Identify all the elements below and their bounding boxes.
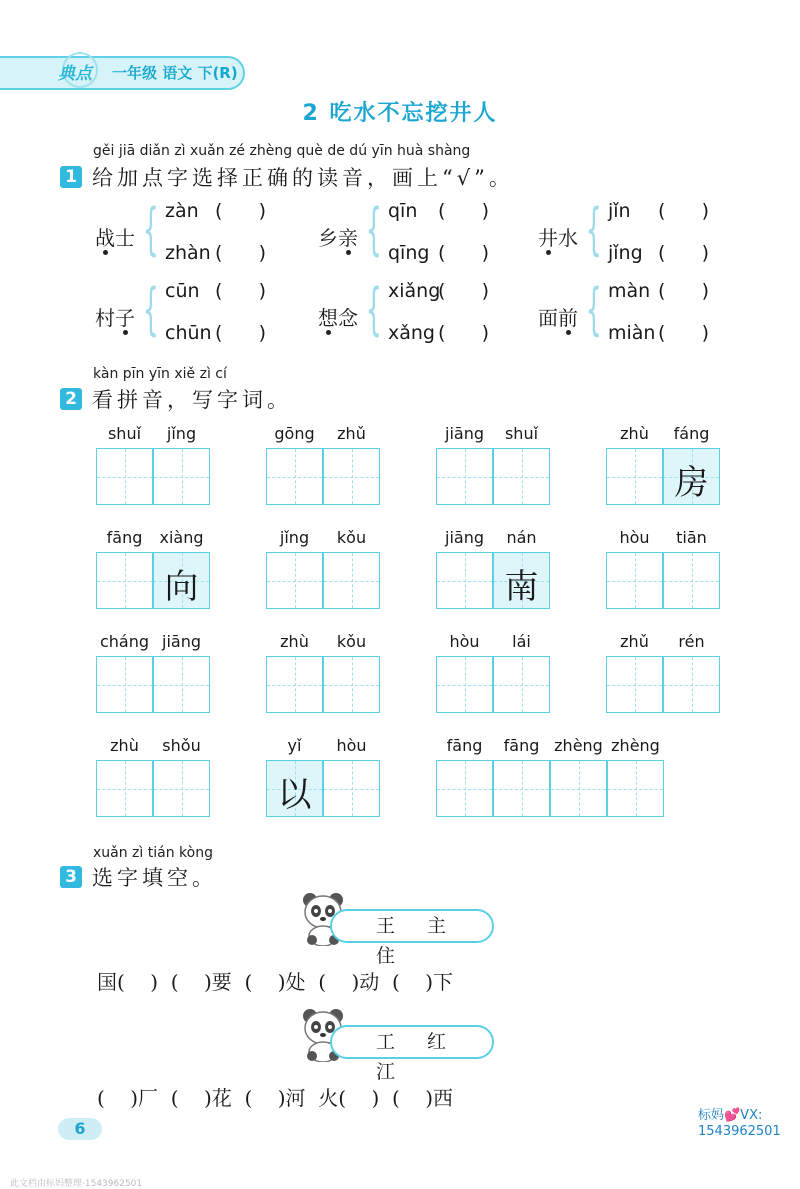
- cell-pinyin: hòu: [336, 736, 367, 755]
- writing-cell[interactable]: [663, 448, 720, 505]
- writing-cell[interactable]: [606, 448, 663, 505]
- pinyin-option: màn: [608, 280, 651, 302]
- char-options-group2: 工红江: [330, 1025, 494, 1059]
- page-number: 6: [58, 1118, 102, 1140]
- cell-pinyin: shǒu: [162, 736, 201, 755]
- cell-pinyin: gōng: [274, 424, 315, 443]
- writing-cell[interactable]: [266, 448, 323, 505]
- word-3: 村子: [95, 306, 135, 330]
- cell-pinyin: shuǐ: [504, 424, 539, 443]
- writing-cell[interactable]: [550, 760, 607, 817]
- writing-cell[interactable]: [266, 760, 323, 817]
- answer-blank[interactable]: ( ): [215, 242, 267, 264]
- writing-cell[interactable]: [606, 656, 663, 713]
- brace-icon: {: [585, 197, 602, 262]
- pinyin-option: xiǎng: [388, 280, 441, 302]
- answer-blank[interactable]: ( ): [438, 280, 490, 302]
- writing-cell[interactable]: [96, 760, 153, 817]
- cell-pinyin: yǐ: [287, 736, 302, 755]
- emphasis-dot: [566, 330, 571, 335]
- answer-blank[interactable]: ( ): [438, 242, 490, 264]
- section1-number: 1: [60, 166, 82, 188]
- pinyin-option: qīn: [388, 200, 418, 222]
- cell-char: 南: [504, 567, 539, 607]
- cell-pinyin: jiāng: [445, 528, 484, 547]
- writing-cell[interactable]: [323, 760, 380, 817]
- cell-pinyin: hòu: [619, 528, 650, 547]
- brace-icon: {: [585, 277, 602, 342]
- watermark-line1: 标妈💕VX:: [698, 1108, 763, 1123]
- answer-blank[interactable]: ( ): [658, 280, 710, 302]
- cell-pinyin: zhǔ: [620, 632, 649, 651]
- answer-blank[interactable]: ( ): [658, 322, 710, 344]
- brace-icon: {: [142, 277, 159, 342]
- char-options-group1: 王主住: [330, 909, 494, 943]
- cell-pinyin: jiāng: [162, 632, 201, 651]
- fill-line-group1: 国( ) ( )要 ( )处 ( )动 ( )下: [97, 970, 454, 994]
- watermark: [698, 1108, 781, 1140]
- emphasis-dot: [346, 250, 351, 255]
- answer-blank[interactable]: ( ): [438, 322, 490, 344]
- writing-cell[interactable]: [153, 656, 210, 713]
- cell-char: 向: [164, 567, 199, 607]
- section3-instruction: 选字填空。: [92, 866, 217, 890]
- watermark-line2: 1543962501: [698, 1124, 781, 1139]
- cell-pinyin: jǐng: [166, 424, 197, 443]
- cell-pinyin: xiàng: [159, 528, 204, 547]
- writing-cell[interactable]: [663, 552, 720, 609]
- pinyin-option: xǎng: [388, 322, 435, 344]
- section2-number: 2: [60, 388, 82, 410]
- emphasis-dot: [546, 250, 551, 255]
- cell-pinyin: fāng: [106, 528, 143, 547]
- answer-blank[interactable]: ( ): [215, 200, 267, 222]
- cell-pinyin: zhǔ: [337, 424, 366, 443]
- course-label: 一年级 语文 下(R): [112, 64, 238, 82]
- writing-cell[interactable]: [96, 448, 153, 505]
- section1-pinyin: gěi jiā diǎn zì xuǎn zé zhèng què de dú yīn huà shàng: [93, 143, 471, 159]
- writing-cell[interactable]: [493, 656, 550, 713]
- cell-pinyin: kǒu: [336, 528, 367, 547]
- writing-cell[interactable]: [153, 552, 210, 609]
- writing-cell[interactable]: [663, 656, 720, 713]
- brace-icon: {: [142, 197, 159, 262]
- brace-icon: {: [365, 197, 382, 262]
- writing-cell[interactable]: [96, 552, 153, 609]
- pinyin-option: jǐn: [608, 200, 631, 222]
- writing-cell[interactable]: [493, 760, 550, 817]
- cell-pinyin: lái: [512, 632, 531, 651]
- writing-cell[interactable]: [266, 552, 323, 609]
- brace-icon: {: [365, 277, 382, 342]
- answer-blank[interactable]: ( ): [658, 200, 710, 222]
- footer-note: 此文档由标妈整理·1543962501: [10, 1179, 143, 1189]
- writing-cell[interactable]: [493, 552, 550, 609]
- pinyin-option: cūn: [165, 280, 200, 302]
- cell-pinyin: zhèng: [554, 736, 603, 755]
- cell-char: 以: [277, 775, 312, 815]
- cell-pinyin: zhù: [110, 736, 139, 755]
- section3-pinyin: xuǎn zì tián kòng: [93, 845, 213, 861]
- section3-number: 3: [60, 866, 82, 888]
- section1-instruction: 给加点字选择正确的读音，画上“√”。: [92, 166, 514, 190]
- cell-pinyin: hòu: [449, 632, 480, 651]
- pinyin-option: qīng: [388, 242, 430, 264]
- answer-blank[interactable]: ( ): [658, 242, 710, 264]
- cell-pinyin: zhù: [620, 424, 649, 443]
- writing-cell[interactable]: [153, 448, 210, 505]
- writing-cell[interactable]: [436, 656, 493, 713]
- cell-pinyin: fāng: [446, 736, 483, 755]
- cell-pinyin: fáng: [673, 424, 710, 443]
- cell-pinyin: fāng: [503, 736, 540, 755]
- cell-pinyin: tiān: [676, 528, 707, 547]
- cell-pinyin: shuǐ: [107, 424, 142, 443]
- pinyin-option: chūn: [165, 322, 212, 344]
- writing-cell[interactable]: [266, 656, 323, 713]
- writing-cell[interactable]: [153, 760, 210, 817]
- cell-pinyin: nán: [506, 528, 537, 547]
- word-0: 战士: [95, 226, 135, 250]
- cell-pinyin: zhù: [280, 632, 309, 651]
- answer-blank[interactable]: ( ): [438, 200, 490, 222]
- cell-pinyin: jiāng: [445, 424, 484, 443]
- cell-pinyin: zhèng: [611, 736, 660, 755]
- cell-char: 房: [674, 463, 709, 503]
- word-2: 井水: [538, 226, 578, 250]
- writing-cell[interactable]: [606, 552, 663, 609]
- pinyin-option: zhàn: [165, 242, 211, 264]
- writing-cell[interactable]: [436, 552, 493, 609]
- brand-logo: 典点: [58, 64, 92, 84]
- cell-pinyin: kǒu: [336, 632, 367, 651]
- writing-cell[interactable]: [96, 656, 153, 713]
- emphasis-dot: [326, 330, 331, 335]
- emphasis-dot: [123, 330, 128, 335]
- section2-pinyin: kàn pīn yīn xiě zì cí: [93, 366, 227, 382]
- cell-pinyin: cháng: [99, 632, 150, 651]
- pinyin-option: miàn: [608, 322, 656, 344]
- fill-line-group2: ( )厂 ( )花 ( )河 火( ) ( )西: [97, 1086, 454, 1110]
- writing-cell[interactable]: [607, 760, 664, 817]
- cell-pinyin: rén: [678, 632, 705, 651]
- cell-pinyin: jǐng: [279, 528, 310, 547]
- emphasis-dot: [103, 250, 108, 255]
- writing-cell[interactable]: [323, 448, 380, 505]
- pinyin-option: jǐng: [608, 242, 643, 264]
- word-4: 想念: [318, 306, 358, 330]
- writing-cell[interactable]: [323, 656, 380, 713]
- answer-blank[interactable]: ( ): [215, 322, 267, 344]
- lesson-title: 2 吃水不忘挖井人: [302, 101, 498, 126]
- writing-cell[interactable]: [323, 552, 380, 609]
- writing-cell[interactable]: [436, 448, 493, 505]
- word-1: 乡亲: [318, 226, 358, 250]
- writing-cell[interactable]: [493, 448, 550, 505]
- pinyin-option: zàn: [165, 200, 199, 222]
- answer-blank[interactable]: ( ): [215, 280, 267, 302]
- word-5: 面前: [538, 306, 578, 330]
- section2-instruction: 看拼音，写字词。: [92, 388, 292, 412]
- writing-cell[interactable]: [436, 760, 493, 817]
